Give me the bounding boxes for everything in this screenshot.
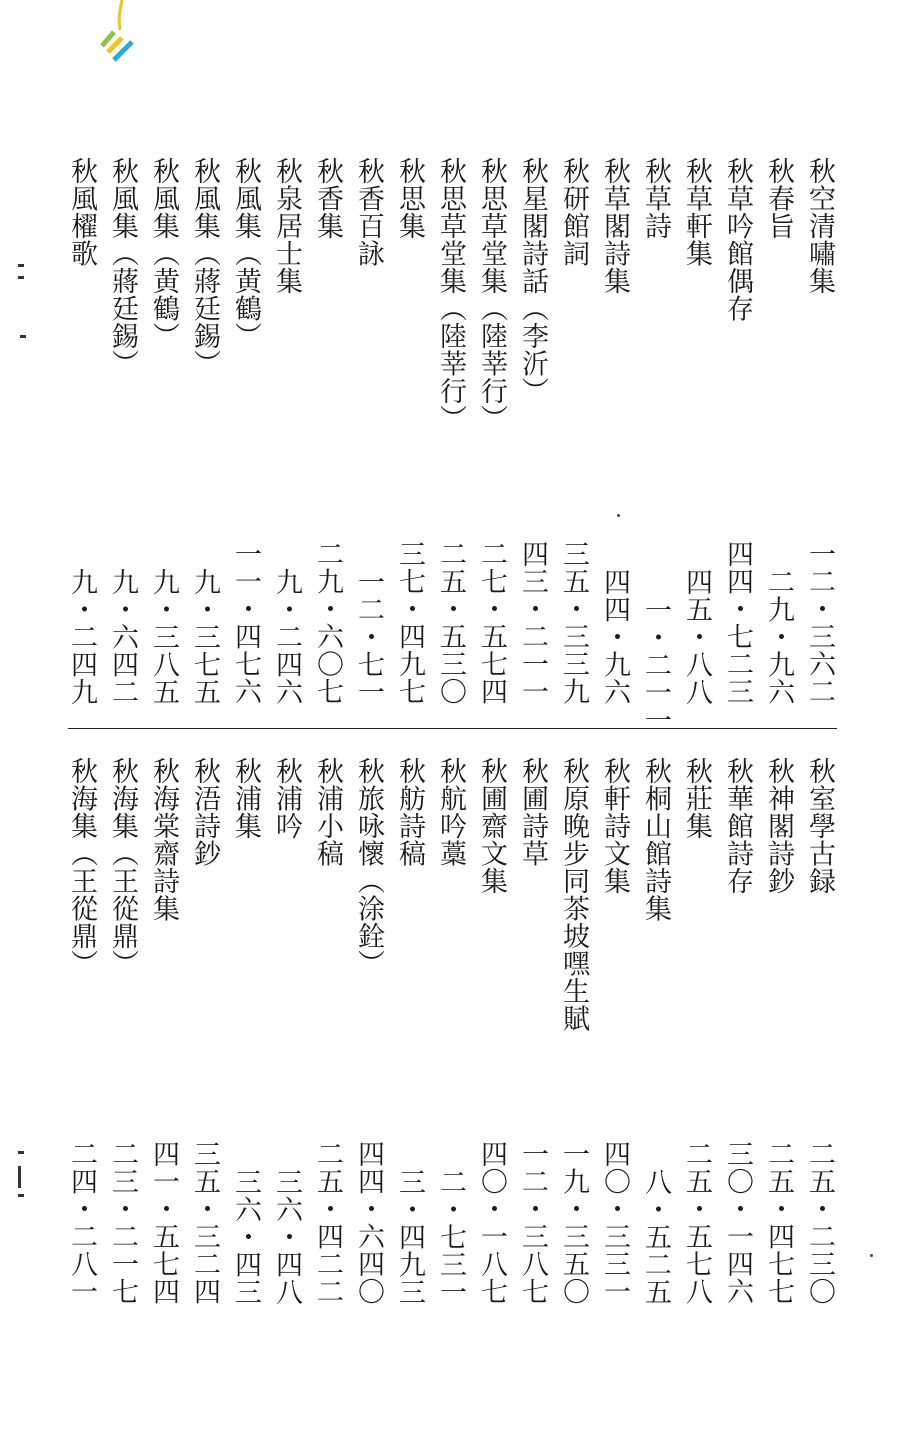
entry-title: 秋海集（王從鼎）	[66, 757, 97, 977]
entry-title: 秋風集（黄鶴）	[148, 157, 179, 350]
entry-title: 秋室學古録	[804, 757, 835, 895]
entry-page-ref: 一一・四七六	[230, 540, 261, 705]
entry-page-ref: 八・五二五	[640, 1168, 671, 1306]
margin-mark	[18, 264, 24, 267]
entry-title: 秋風集（黄鶴）	[230, 157, 261, 350]
entry-page-ref: 二七・五七四	[476, 540, 507, 705]
entry-page-ref: 二四・二八一	[66, 1140, 97, 1305]
entry-title: 秋草詩	[640, 157, 671, 240]
entry-title: 秋浦小稿	[312, 757, 343, 867]
entry-page-ref: 九・三八五	[148, 568, 179, 706]
margin-mark	[18, 276, 24, 279]
entry-page-ref: 三五・三二四	[189, 1140, 220, 1305]
entry-page-ref: 四〇・一八七	[476, 1140, 507, 1305]
entry-title: 秋空清嘯集	[804, 157, 835, 295]
entry-title: 秋海棠齋詩集	[148, 757, 179, 922]
divider-rule	[68, 728, 837, 729]
entry-title: 秋星閣詩話（李沂）	[517, 157, 548, 405]
entry-page-ref: 二五・五七八	[681, 1140, 712, 1305]
entry-title: 秋原晚步同茶坡嘿生賦	[558, 757, 589, 1032]
entry-title: 秋軒詩文集	[599, 757, 630, 895]
entry-title: 秋海集（王從鼎）	[107, 757, 138, 977]
entry-page-ref: 四四・九六	[599, 568, 630, 706]
entry-title: 秋研館詞	[558, 157, 589, 267]
entry-page-ref: 三・四九三	[394, 1168, 425, 1306]
entry-page-ref: 四一・五七四	[148, 1140, 179, 1305]
entry-page-ref: 二三・二一七	[107, 1140, 138, 1305]
entry-title: 秋舫詩稿	[394, 757, 425, 867]
entry-page-ref: 九・二四九	[66, 568, 97, 706]
entry-title: 秋香集	[312, 157, 343, 240]
scan-speck	[617, 514, 620, 517]
entry-page-ref: 一九・三五〇	[558, 1140, 589, 1305]
entry-page-ref: 二五・二三〇	[804, 1140, 835, 1305]
entry-page-ref: 九・三七五	[189, 568, 220, 706]
entry-title: 秋旅咏懷（涂銓）	[353, 757, 384, 977]
entry-title: 秋草軒集	[681, 157, 712, 267]
entry-title: 秋航吟藁	[435, 757, 466, 867]
entry-title: 秋思集	[394, 157, 425, 240]
margin-mark	[18, 1166, 21, 1188]
entry-page-ref: 四四・七二三	[722, 540, 753, 705]
entry-title: 秋草吟館偶存	[722, 157, 753, 322]
margin-mark	[18, 1151, 24, 1154]
entry-title: 秋風櫂歌	[66, 157, 97, 267]
entry-title: 秋浦吟	[271, 757, 302, 840]
entry-page-ref: 一二・七一	[353, 568, 384, 706]
entry-title: 秋思草堂集（陸莘行）	[476, 157, 507, 432]
margin-mark	[20, 335, 26, 338]
entry-page-ref: 一二・三八七	[517, 1140, 548, 1305]
entry-page-ref: 四〇・三三一	[599, 1140, 630, 1305]
entry-page-ref: 二・七三一	[435, 1168, 466, 1306]
entry-page-ref: 九・六四二	[107, 568, 138, 706]
entry-page-ref: 四三・二一一	[517, 540, 548, 705]
margin-mark	[18, 1194, 24, 1197]
entry-title: 秋圃詩草	[517, 757, 548, 867]
publisher-logo-icon	[96, 0, 140, 70]
entry-page-ref: 一・二一一	[640, 596, 671, 734]
entry-page-ref: 三〇・一四六	[722, 1140, 753, 1305]
entry-title: 秋圃齋文集	[476, 757, 507, 895]
entry-page-ref: 一二・三六二	[804, 540, 835, 705]
entry-page-ref: 二九・九六	[763, 568, 794, 706]
entry-title: 秋風集（蔣廷錫）	[107, 157, 138, 377]
entry-page-ref: 三六・四三	[230, 1168, 261, 1306]
entry-page-ref: 四五・八八	[681, 568, 712, 706]
entry-title: 秋草閣詩集	[599, 157, 630, 295]
entry-title: 秋浯詩鈔	[189, 757, 220, 867]
entry-page-ref: 二五・五三〇	[435, 540, 466, 705]
entry-page-ref: 二五・四二二	[312, 1140, 343, 1305]
entry-page-ref: 三七・四九七	[394, 540, 425, 705]
scan-speck	[870, 1254, 873, 1257]
entry-page-ref: 三五・三三九	[558, 540, 589, 705]
entry-title: 秋春旨	[763, 157, 794, 240]
entry-page-ref: 九・二四六	[271, 568, 302, 706]
entry-title: 秋華館詩存	[722, 757, 753, 895]
entry-title: 秋浦集	[230, 757, 261, 840]
entry-title: 秋風集（蔣廷錫）	[189, 157, 220, 377]
entry-title: 秋神閣詩鈔	[763, 757, 794, 895]
entry-page-ref: 三六・四八	[271, 1168, 302, 1306]
entry-title: 秋泉居士集	[271, 157, 302, 295]
entry-page-ref: 四四・六四〇	[353, 1140, 384, 1305]
entry-title: 秋思草堂集（陸莘行）	[435, 157, 466, 432]
entry-page-ref: 二九・六〇七	[312, 540, 343, 705]
entry-title: 秋莊集	[681, 757, 712, 840]
entry-title: 秋香百詠	[353, 157, 384, 267]
entry-title: 秋桐山館詩集	[640, 757, 671, 922]
entry-page-ref: 二五・四七七	[763, 1140, 794, 1305]
